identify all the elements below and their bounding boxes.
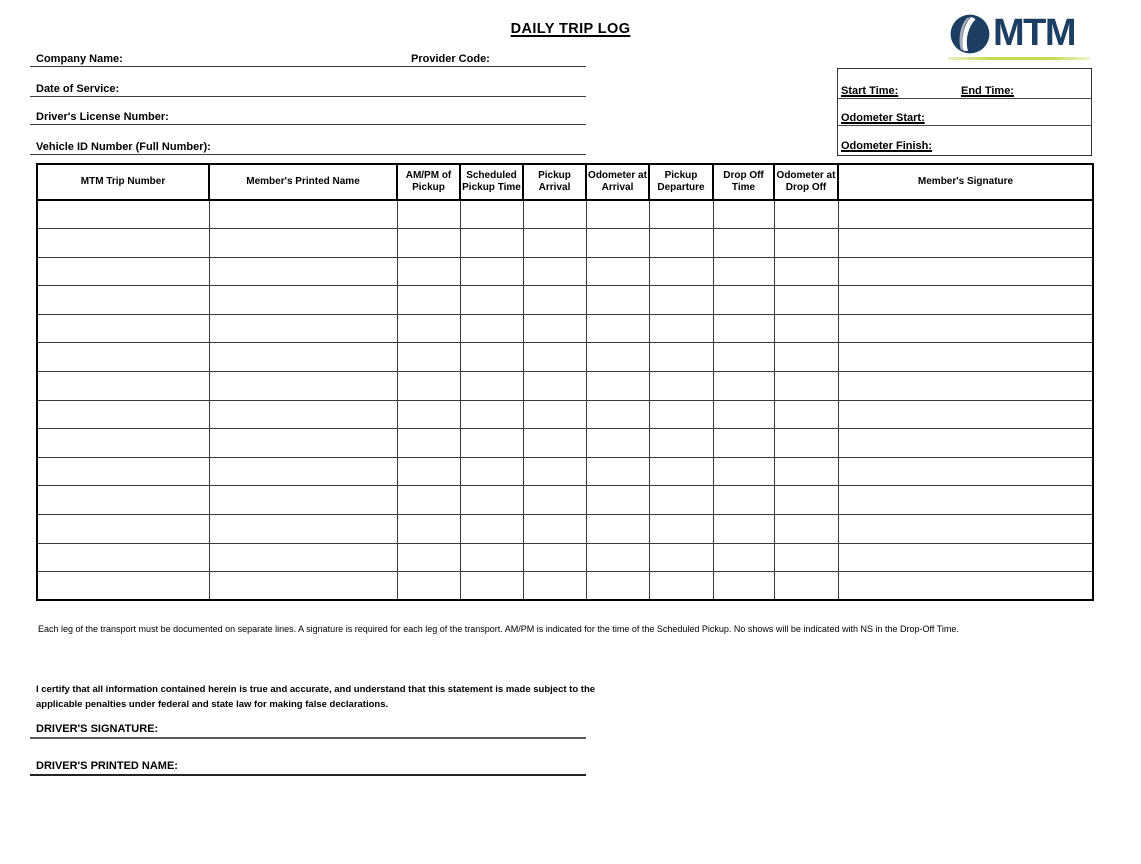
empty-cell — [713, 486, 774, 515]
empty-cell — [774, 515, 838, 544]
empty-cell — [37, 400, 209, 429]
empty-cell — [586, 257, 649, 286]
empty-cell — [209, 286, 397, 315]
empty-cell — [209, 543, 397, 572]
empty-cell — [37, 200, 209, 229]
empty-cell — [397, 515, 460, 544]
driver-signature-row — [30, 711, 586, 739]
empty-cell — [37, 429, 209, 458]
empty-cell — [37, 457, 209, 486]
empty-cell — [713, 429, 774, 458]
vehicle-id-row — [30, 126, 586, 155]
logo-underline — [948, 57, 1090, 60]
empty-cell — [209, 314, 397, 343]
empty-cell — [649, 429, 713, 458]
empty-cell — [523, 543, 586, 572]
empty-cell — [649, 486, 713, 515]
empty-cell — [838, 286, 1093, 315]
odometer-start-label: Odometer Start: — [841, 112, 925, 124]
empty-cell — [774, 286, 838, 315]
table-row — [37, 400, 1093, 429]
empty-cell — [460, 343, 523, 372]
empty-cell — [586, 572, 649, 601]
empty-cell — [397, 372, 460, 401]
col-header-ampm-pickup: AM/PM of Pickup — [397, 164, 460, 200]
empty-cell — [838, 372, 1093, 401]
empty-cell — [397, 429, 460, 458]
empty-cell — [586, 314, 649, 343]
empty-cell — [397, 457, 460, 486]
odometer-finish-label: Odometer Finish: — [841, 140, 933, 152]
col-header-odometer-arrival: Odometer at Arrival — [586, 164, 649, 200]
provider-code-label: Provider Code: — [411, 53, 490, 65]
end-time-label: End Time: — [961, 85, 1014, 97]
empty-cell — [774, 343, 838, 372]
mtm-logo — [948, 13, 1140, 63]
table-row — [37, 286, 1093, 315]
empty-cell — [649, 286, 713, 315]
empty-cell — [460, 486, 523, 515]
empty-cell — [586, 400, 649, 429]
empty-cell — [209, 229, 397, 258]
empty-cell — [586, 200, 649, 229]
empty-cell — [37, 229, 209, 258]
empty-cell — [523, 229, 586, 258]
empty-cell — [838, 429, 1093, 458]
empty-cell — [586, 343, 649, 372]
empty-cell — [523, 572, 586, 601]
date-of-service-row — [30, 68, 586, 97]
empty-cell — [586, 286, 649, 315]
empty-cell — [649, 314, 713, 343]
empty-cell — [713, 457, 774, 486]
empty-cell — [838, 257, 1093, 286]
driver-printed-name-row — [30, 748, 586, 776]
empty-cell — [37, 372, 209, 401]
certification-text: I certify that all information contained herein is true and accurate, and understand that this statement is made subject to the applicable penalties under federal and state law for making false declarations. — [36, 684, 596, 711]
empty-cell — [460, 543, 523, 572]
start-end-time-row — [838, 69, 1091, 99]
empty-cell — [460, 457, 523, 486]
empty-cell — [649, 343, 713, 372]
company-name-label: Company Name: — [36, 53, 123, 65]
empty-cell — [209, 572, 397, 601]
empty-cell — [209, 515, 397, 544]
empty-cell — [460, 229, 523, 258]
empty-cell — [397, 543, 460, 572]
table-row — [37, 572, 1093, 601]
empty-cell — [713, 572, 774, 601]
empty-cell — [586, 429, 649, 458]
table-row — [37, 429, 1093, 458]
table-row — [37, 372, 1093, 401]
empty-cell — [649, 229, 713, 258]
empty-cell — [37, 543, 209, 572]
empty-cell — [460, 314, 523, 343]
empty-cell — [649, 200, 713, 229]
empty-cell — [713, 343, 774, 372]
empty-cell — [209, 343, 397, 372]
empty-cell — [586, 372, 649, 401]
empty-cell — [713, 286, 774, 315]
empty-cell — [209, 486, 397, 515]
empty-cell — [523, 343, 586, 372]
empty-cell — [713, 400, 774, 429]
empty-cell — [649, 572, 713, 601]
empty-cell — [838, 314, 1093, 343]
empty-cell — [397, 314, 460, 343]
empty-cell — [523, 457, 586, 486]
col-header-member-signature: Member's Signature — [838, 164, 1093, 200]
table-row — [37, 200, 1093, 229]
empty-cell — [523, 200, 586, 229]
empty-cell — [209, 372, 397, 401]
table-row — [37, 229, 1093, 258]
empty-cell — [37, 314, 209, 343]
empty-cell — [460, 515, 523, 544]
time-odometer-box — [837, 68, 1092, 156]
empty-cell — [37, 286, 209, 315]
empty-cell — [586, 486, 649, 515]
empty-cell — [37, 515, 209, 544]
table-row — [37, 515, 1093, 544]
page-title: DAILY TRIP LOG — [510, 21, 631, 37]
odometer-start-row — [838, 99, 1091, 126]
empty-cell — [523, 372, 586, 401]
empty-cell — [586, 457, 649, 486]
empty-cell — [523, 515, 586, 544]
empty-cell — [397, 200, 460, 229]
empty-cell — [209, 429, 397, 458]
empty-cell — [37, 572, 209, 601]
logo-text: MTM — [993, 12, 1076, 54]
driver-printed-name-label: DRIVER'S PRINTED NAME: — [36, 760, 178, 772]
empty-cell — [649, 543, 713, 572]
empty-cell — [523, 314, 586, 343]
table-row — [37, 257, 1093, 286]
empty-cell — [209, 400, 397, 429]
empty-cell — [774, 429, 838, 458]
empty-cell — [838, 343, 1093, 372]
empty-cell — [37, 486, 209, 515]
empty-cell — [774, 400, 838, 429]
empty-cell — [649, 372, 713, 401]
empty-cell — [460, 429, 523, 458]
empty-cell — [649, 515, 713, 544]
table-header-row — [37, 164, 1093, 200]
empty-cell — [649, 457, 713, 486]
empty-cell — [713, 543, 774, 572]
drivers-license-row — [30, 96, 586, 125]
empty-cell — [774, 543, 838, 572]
empty-cell — [838, 515, 1093, 544]
driver-signature-label: DRIVER'S SIGNATURE: — [36, 723, 159, 735]
empty-cell — [460, 572, 523, 601]
globe-swoosh-icon — [950, 14, 990, 54]
empty-cell — [713, 372, 774, 401]
trip-table-body — [37, 200, 1093, 600]
table-note: Each leg of the transport must be documented on separate lines. A signature is required for each leg of the transport. AM/PM is indicated for the time of the Scheduled Pickup. No shows will be indicated with NS in the Drop-Off Time. — [38, 624, 959, 634]
empty-cell — [460, 372, 523, 401]
table-row — [37, 486, 1093, 515]
empty-cell — [397, 286, 460, 315]
empty-cell — [397, 343, 460, 372]
empty-cell — [838, 543, 1093, 572]
empty-cell — [838, 400, 1093, 429]
empty-cell — [37, 343, 209, 372]
empty-cell — [586, 229, 649, 258]
col-header-dropoff-time: Drop Off Time — [713, 164, 774, 200]
empty-cell — [397, 400, 460, 429]
empty-cell — [37, 257, 209, 286]
empty-cell — [523, 257, 586, 286]
date-of-service-label: Date of Service: — [36, 83, 120, 95]
empty-cell — [523, 286, 586, 315]
col-header-scheduled-pickup-time: Scheduled Pickup Time — [460, 164, 523, 200]
table-row — [37, 543, 1093, 572]
empty-cell — [713, 314, 774, 343]
empty-cell — [460, 286, 523, 315]
empty-cell — [523, 429, 586, 458]
col-header-trip-number: MTM Trip Number — [37, 164, 209, 200]
company-provider-row — [30, 39, 586, 67]
empty-cell — [586, 543, 649, 572]
empty-cell — [774, 572, 838, 601]
col-header-pickup-departure: Pickup Departure — [649, 164, 713, 200]
col-header-odometer-dropoff: Odometer at Drop Off — [774, 164, 838, 200]
col-header-pickup-arrival: Pickup Arrival — [523, 164, 586, 200]
table-row — [37, 457, 1093, 486]
empty-cell — [774, 486, 838, 515]
empty-cell — [397, 229, 460, 258]
table-row — [37, 343, 1093, 372]
empty-cell — [838, 200, 1093, 229]
empty-cell — [838, 229, 1093, 258]
start-time-label: Start Time: — [841, 85, 899, 97]
empty-cell — [774, 200, 838, 229]
empty-cell — [209, 200, 397, 229]
empty-cell — [774, 257, 838, 286]
empty-cell — [649, 400, 713, 429]
empty-cell — [838, 486, 1093, 515]
empty-cell — [460, 257, 523, 286]
col-header-member-name: Member's Printed Name — [209, 164, 397, 200]
empty-cell — [523, 486, 586, 515]
empty-cell — [713, 515, 774, 544]
empty-cell — [397, 572, 460, 601]
empty-cell — [523, 400, 586, 429]
empty-cell — [397, 486, 460, 515]
empty-cell — [209, 257, 397, 286]
empty-cell — [397, 257, 460, 286]
empty-cell — [586, 515, 649, 544]
empty-cell — [209, 457, 397, 486]
odometer-finish-row — [838, 126, 1091, 153]
empty-cell — [713, 229, 774, 258]
drivers-license-label: Driver's License Number: — [36, 111, 169, 123]
empty-cell — [774, 314, 838, 343]
table-row — [37, 314, 1093, 343]
trip-table — [36, 163, 1094, 601]
empty-cell — [713, 200, 774, 229]
empty-cell — [649, 257, 713, 286]
empty-cell — [838, 457, 1093, 486]
empty-cell — [713, 257, 774, 286]
empty-cell — [838, 572, 1093, 601]
empty-cell — [774, 457, 838, 486]
vehicle-id-label: Vehicle ID Number (Full Number): — [36, 141, 211, 153]
empty-cell — [774, 372, 838, 401]
empty-cell — [774, 229, 838, 258]
empty-cell — [460, 400, 523, 429]
empty-cell — [460, 200, 523, 229]
